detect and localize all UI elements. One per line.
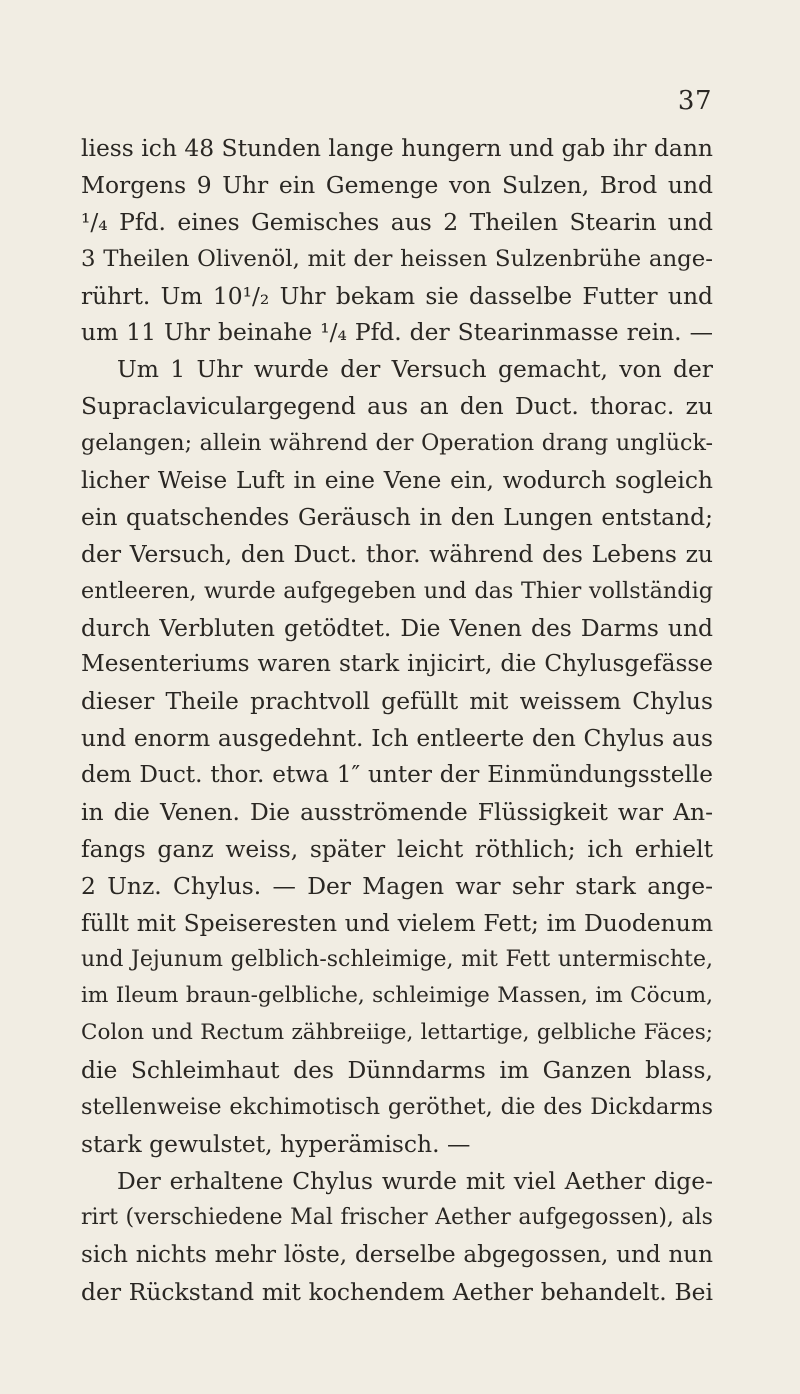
text-line: rührt. Um 10¹/₂ Uhr bekam sie dasselbe Futter und	[81, 281, 713, 310]
text-line: um 11 Uhr beinahe ¹/₄ Pfd. der Stearinmasse rein. —	[81, 318, 713, 347]
text-line: dem Duct. thor. etwa 1″ unter der Einmündungsstelle	[81, 761, 713, 789]
text-line: 2 Unz. Chylus. — Der Magen war sehr stark ange-	[81, 871, 713, 900]
text-line: stark gewulstet, hyperämisch. —	[81, 1130, 471, 1159]
text-line: in die Venen. Die ausströmende Flüssigkeit war An-	[81, 798, 713, 827]
page-number: 37	[677, 86, 712, 116]
text-line: gelangen; allein während der Operation drang unglück-	[81, 430, 713, 457]
text-line: der Rückstand mit kochendem Aether behandelt. Bei	[81, 1277, 713, 1306]
text-line: fangs ganz weiss, später leicht röthlich; ich erhielt	[81, 834, 713, 863]
text-line: liess ich 48 Stunden lange hungern und gab ihr dann	[81, 134, 713, 162]
text-line: sich nichts mehr löste, derselbe abgegossen, und nun	[81, 1241, 713, 1268]
text-line: licher Weise Luft in eine Vene ein, wodurch sogleich	[81, 466, 713, 495]
text-line: Colon und Rectum zähbreiige, lettartige, gelbliche Fäces;	[81, 1020, 713, 1046]
text-line: der Versuch, den Duct. thor. während des Lebens zu	[81, 539, 713, 568]
text-line: und Jejunum gelblich-schleimige, mit Fett untermischte,	[81, 946, 713, 972]
text-line: im Ileum braun-gelbliche, schleimige Massen, im Cöcum,	[81, 983, 713, 1009]
text-line: füllt mit Speiseresten und vielem Fett; im Duodenum	[81, 908, 713, 937]
text-line: Mesenteriums waren stark injicirt, die Chylusgefässe	[81, 650, 713, 678]
text-line: die Schleimhaut des Dünndarms im Ganzen blass,	[81, 1056, 713, 1085]
text-line: und enorm ausgedehnt. Ich entleerte den Chylus aus	[81, 724, 713, 753]
text-line: durch Verbluten getödtet. Die Venen des Darms und	[81, 613, 713, 642]
text-line: Um 1 Uhr wurde der Versuch gemacht, von der	[117, 355, 713, 384]
body-text	[81, 130, 713, 1311]
text-line: Der erhaltene Chylus wurde mit viel Aether dige-	[117, 1166, 713, 1195]
text-line: Supraclaviculargegend aus an den Duct. thorac. zu	[81, 392, 713, 421]
text-line: rirt (verschiedene Mal frischer Aether aufgegossen), als	[81, 1204, 713, 1230]
text-line: entleeren, wurde aufgegeben und das Thier vollständig	[81, 577, 713, 604]
text-line: Morgens 9 Uhr ein Gemenge von Sulzen, Brod und	[81, 170, 713, 199]
text-line: stellenweise ekchimotisch geröthet, die des Dickdarms	[81, 1094, 713, 1121]
text-line: dieser Theile prachtvoll gefüllt mit weissem Chylus	[81, 687, 713, 716]
text-line: ein quatschendes Geräusch in den Lungen entstand;	[81, 502, 713, 531]
text-line: ¹/₄ Pfd. eines Gemisches aus 2 Theilen Stearin und	[81, 207, 713, 236]
text-line: 3 Theilen Olivenöl, mit der heissen Sulzenbrühe ange-	[81, 245, 713, 272]
